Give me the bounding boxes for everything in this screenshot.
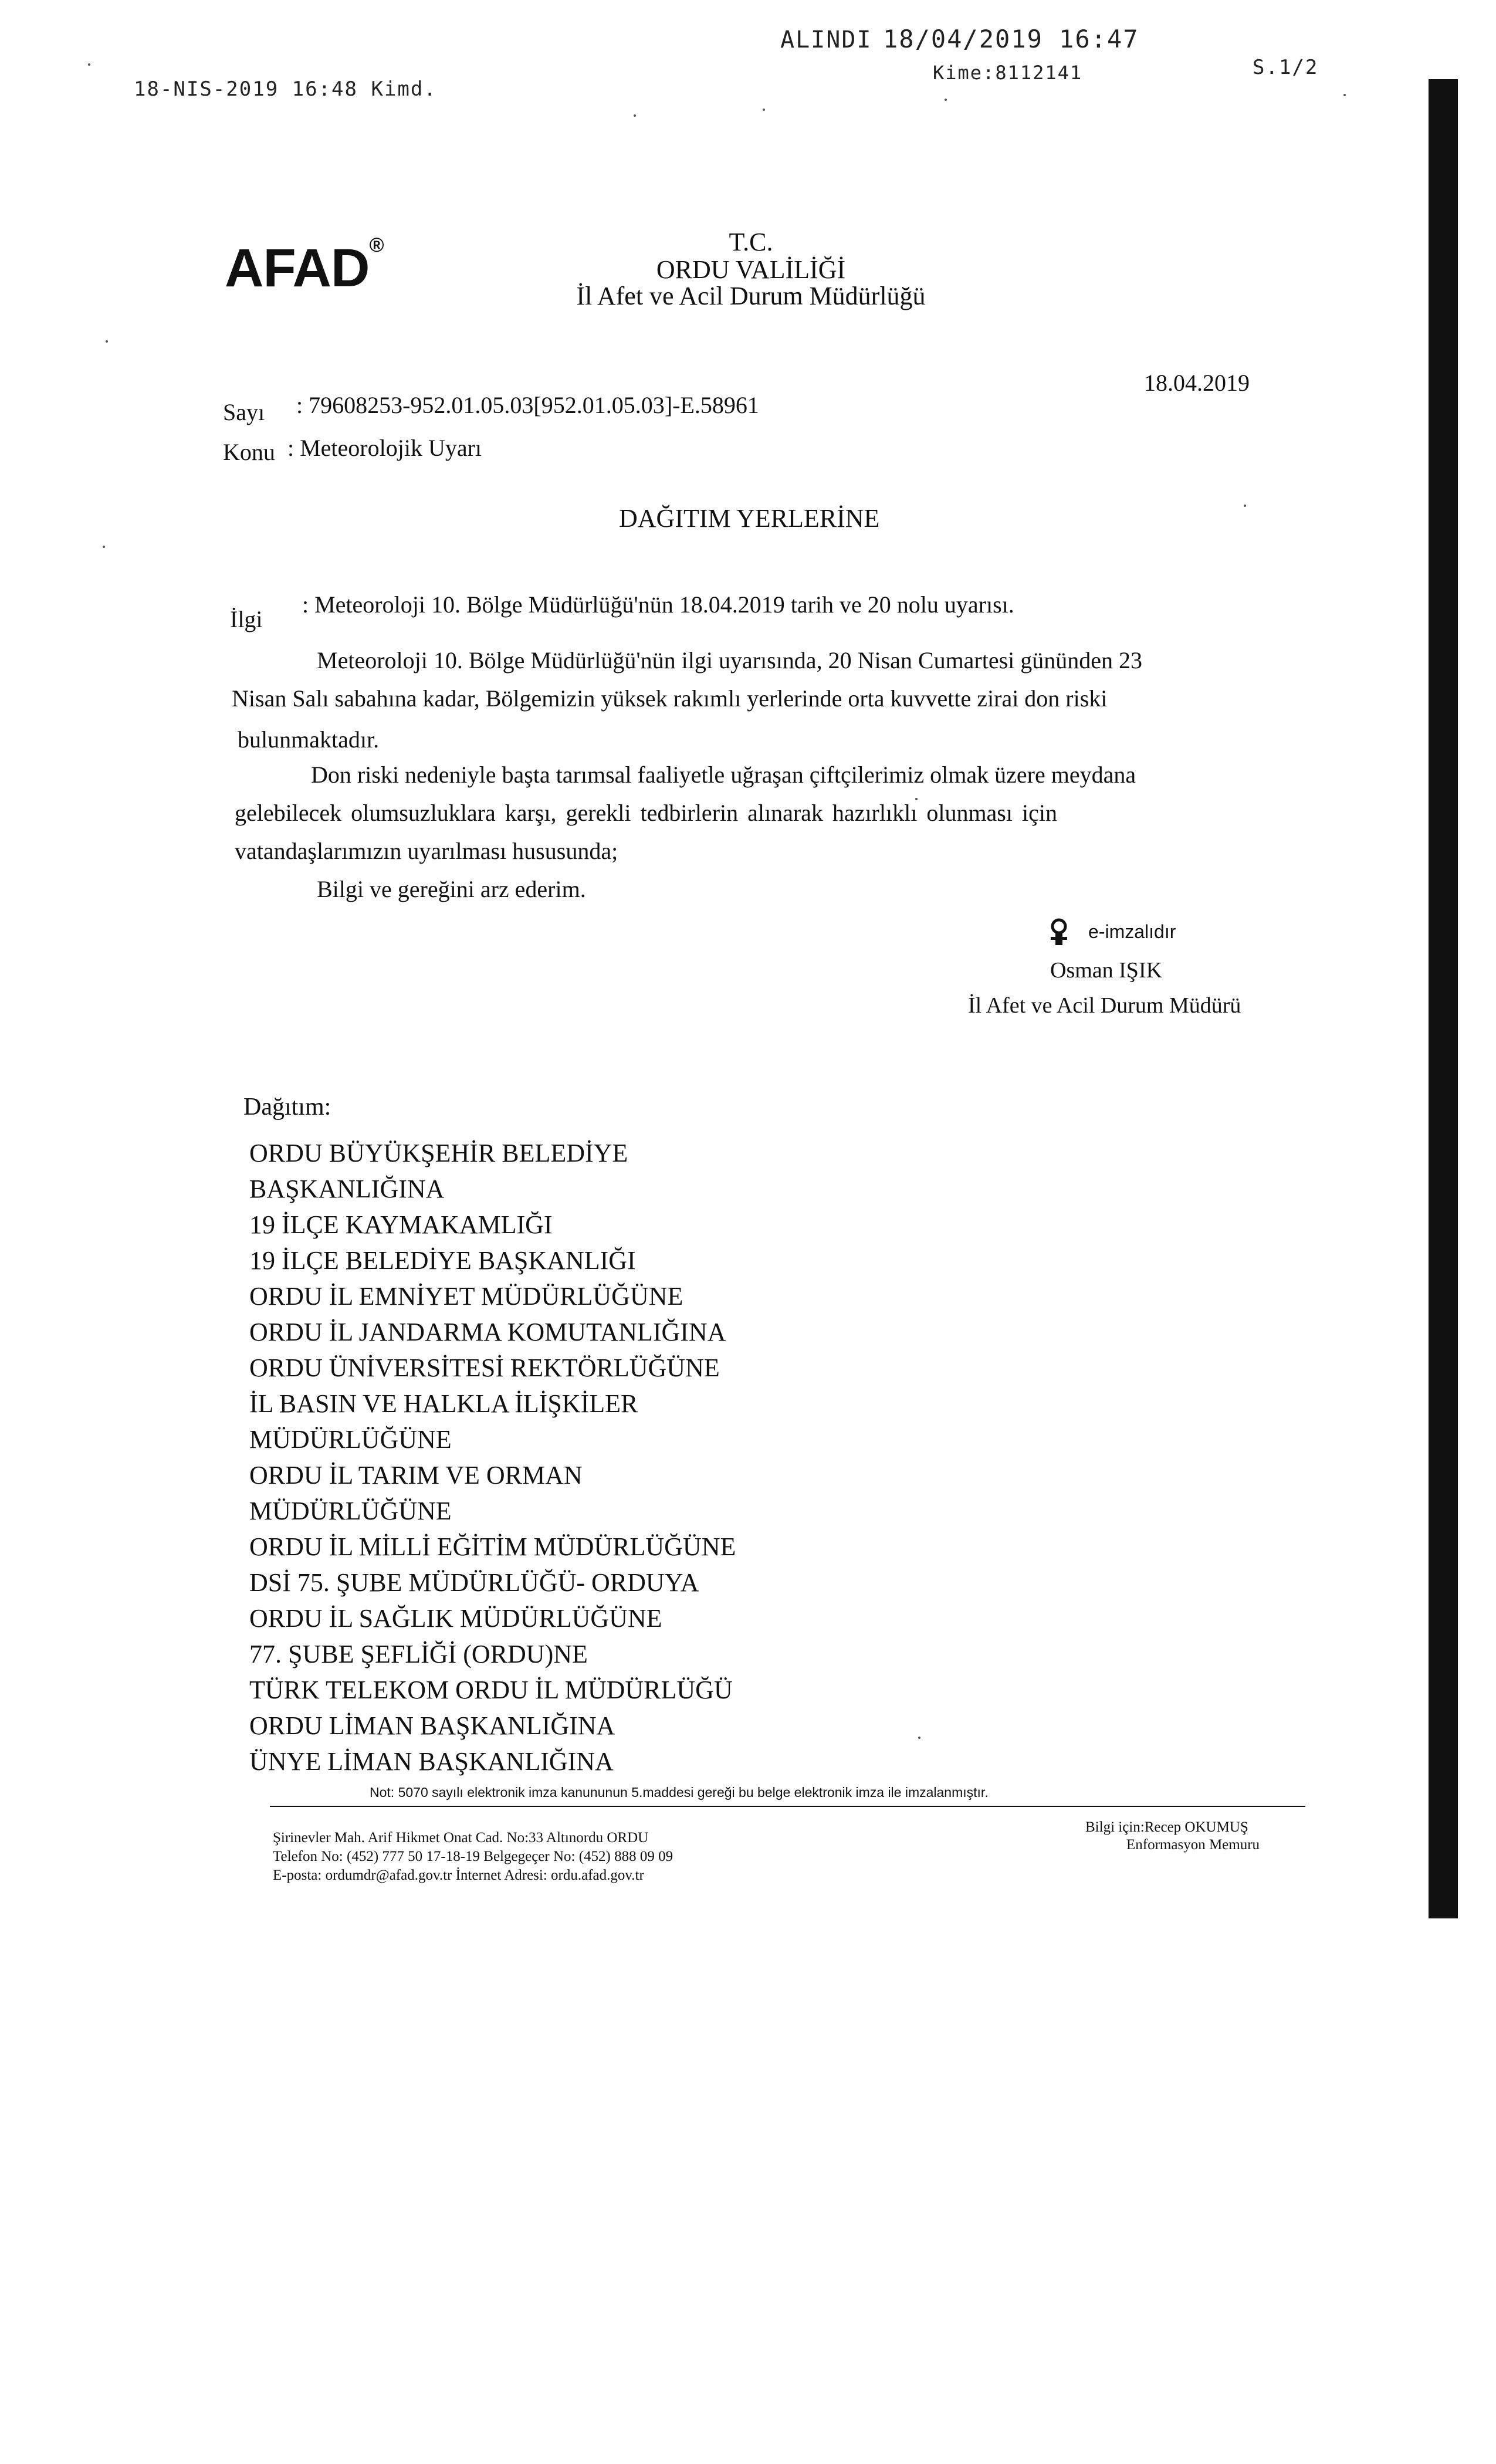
body-p2-line2: gelebilecek olumsuzluklara karşı, gerekli tedbirlerin alınarak hazırlıklı olunması için xyxy=(235,800,1057,826)
fax-sent-stamp: 18-NIS-2019 16:48 Kimd. xyxy=(134,77,437,101)
header-tc: T.C. xyxy=(729,228,773,256)
distribution-list xyxy=(249,1135,736,1779)
distribution-item: 19 İLÇE BELEDİYE BAŞKANLIĞI xyxy=(249,1246,636,1275)
footer-phone: Telefon No: (452) 777 50 17-18-19 Belgegeçer No: (452) 888 09 09 xyxy=(273,1849,673,1864)
body-p1-line2: Nisan Salı sabahına kadar, Bölgemizin yüksek rakımlı yerlerinde orta kuvvette zirai don riski xyxy=(232,685,1108,712)
registered-mark: ® xyxy=(369,234,384,256)
ilgi-value: : Meteoroloji 10. Bölge Müdürlüğü'nün 18.04.2019 tarih ve 20 nolu uyarısı. xyxy=(302,591,1014,618)
sayi-label: Sayı xyxy=(223,399,265,425)
esign-label: e-imzalıdır xyxy=(1088,921,1176,942)
afad-logo xyxy=(225,234,384,299)
info-contact-title: Enformasyon Memuru xyxy=(1126,1837,1260,1853)
body-p2-line3: vatandaşlarımızın uyarılması hususunda; xyxy=(235,838,618,864)
distribution-item: 77. ŞUBE ŞEFLİĞİ (ORDU)NE xyxy=(249,1640,588,1668)
distribution-label: Dağıtım: xyxy=(243,1094,331,1121)
distribution-item: ORDU İL TARIM VE ORMAN xyxy=(249,1461,583,1490)
distribution-item: MÜDÜRLÜĞÜNE xyxy=(249,1425,452,1454)
distribution-item: 19 İLÇE KAYMAKAMLIĞI xyxy=(249,1210,553,1239)
closing-line: Bilgi ve gereğini arz ederim. xyxy=(317,876,586,902)
distribution-item: TÜRK TELEKOM ORDU İL MÜDÜRLÜĞÜ xyxy=(249,1676,733,1704)
distribution-item: ORDU İL MİLLİ EĞİTİM MÜDÜRLÜĞÜNE xyxy=(249,1532,736,1561)
ilgi-label: İlgi xyxy=(230,606,263,632)
addressee: DAĞITIM YERLERİNE xyxy=(619,504,880,533)
fax-received-label: ALINDI xyxy=(780,26,872,53)
esign-legal-note: Not: 5070 sayılı elektronik imza kanununun 5.maddesi gereği bu belge elektronik imza ile imzalanmıştır. xyxy=(370,1785,989,1800)
distribution-item: MÜDÜRLÜĞÜNE xyxy=(249,1497,452,1525)
scan-edge-bar xyxy=(1429,79,1458,1918)
distribution-item: ORDU İL JANDARMA KOMUTANLIĞINA xyxy=(249,1318,726,1346)
konu-value: : Meteorolojik Uyarı xyxy=(287,435,482,461)
body-p1-line3: bulunmaktadır. xyxy=(238,726,380,753)
sayi-value: : 79608253-952.01.05.03[952.01.05.03]-E.58961 xyxy=(296,392,759,418)
fax-received-datetime: 18/04/2019 16:47 xyxy=(883,25,1139,53)
distribution-item: DSİ 75. ŞUBE MÜDÜRLÜĞÜ- ORDUYA xyxy=(249,1568,699,1597)
distribution-item: ORDU ÜNİVERSİTESİ REKTÖRLÜĞÜNE xyxy=(249,1353,720,1382)
distribution-item: BAŞKANLIĞINA xyxy=(249,1175,445,1203)
footer-email: E-posta: ordumdr@afad.gov.tr İnternet Adresi: ordu.afad.gov.tr xyxy=(273,1867,644,1883)
konu-label: Konu xyxy=(223,439,275,465)
header-valilik: ORDU VALİLİĞİ xyxy=(656,255,846,284)
body-p1-line1: Meteoroloji 10. Bölge Müdürlüğü'nün ilgi uyarısında, 20 Nisan Cumartesi gününden 23 xyxy=(317,647,1143,673)
header-department: İl Afet ve Acil Durum Müdürlüğü xyxy=(576,282,926,310)
afad-logo-text: AFAD xyxy=(225,238,370,298)
distribution-item: ÜNYE LİMAN BAŞKANLIĞINA xyxy=(249,1747,614,1776)
distribution-item: ORDU İL EMNİYET MÜDÜRLÜĞÜNE xyxy=(249,1282,683,1311)
signer-name: Osman IŞIK xyxy=(1050,958,1163,983)
body-p2-line1: Don riski nedeniyle başta tarımsal faaliyetle uğraşan çiftçilerimiz olmak üzere meydana xyxy=(311,761,1136,788)
fax-recipient: Kime:8112141 xyxy=(933,62,1083,84)
fax-page-number: S.1/2 xyxy=(1253,56,1319,79)
distribution-item: İL BASIN VE HALKLA İLİŞKİLER xyxy=(249,1389,638,1418)
distribution-item: ORDU BÜYÜKŞEHİR BELEDİYE xyxy=(249,1139,628,1167)
distribution-item: ORDU LİMAN BAŞKANLIĞINA xyxy=(249,1711,615,1740)
distribution-item: ORDU İL SAĞLIK MÜDÜRLÜĞÜNE xyxy=(249,1604,662,1633)
footer-divider xyxy=(270,1806,1305,1807)
esign-icon xyxy=(1047,918,1071,950)
signer-title: İl Afet ve Acil Durum Müdürü xyxy=(968,993,1241,1018)
info-contact: Bilgi için:Recep OKUMUŞ xyxy=(1085,1819,1248,1835)
document-date: 18.04.2019 xyxy=(1144,370,1250,396)
footer-address: Şirinevler Mah. Arif Hikmet Onat Cad. No:33 Altınordu ORDU xyxy=(273,1830,649,1846)
